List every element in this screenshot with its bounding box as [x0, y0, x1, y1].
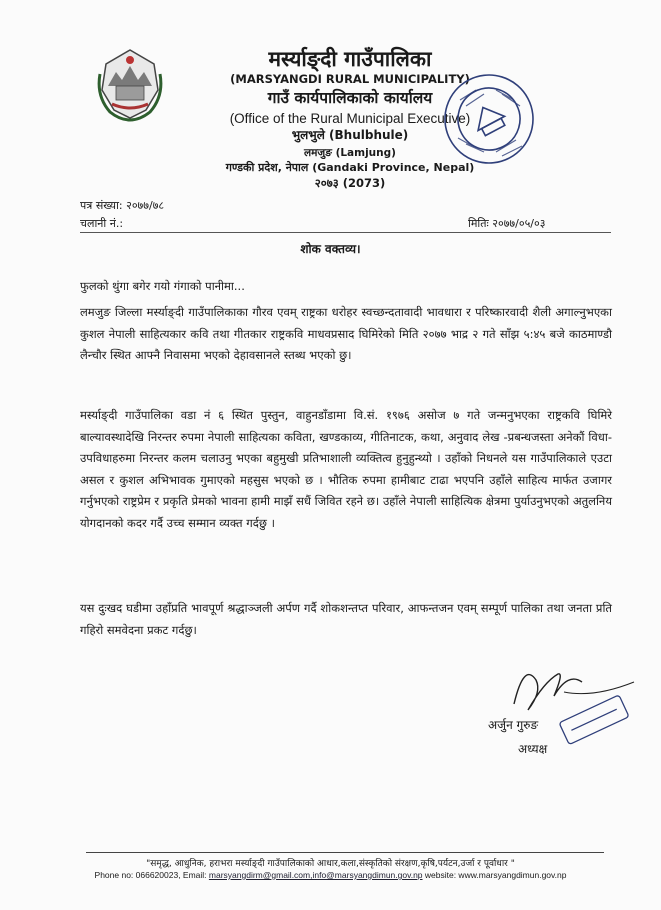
paragraph-3: यस दुःखद घडीमा उहाँप्रति भावपूर्ण श्रद्धाञ्जली अर्पण गर्दै शोकशन्तप्त परिवार, आफन्तजन एवम् सम्पूर्ण पालिका तथा जनता प्रति गहिरो समवेदना प्रकट गर्दछु।: [80, 601, 612, 637]
office-name: गाउँ कार्यपालिकाको कार्यालय: [267, 89, 433, 107]
municipality-emblem: [94, 46, 166, 122]
header-divider: [80, 232, 611, 233]
office-name-english: (Office of the Rural Municipal Executive): [229, 111, 471, 126]
footer-phone: Phone no: 066620023, Email:: [94, 870, 209, 880]
reference-number: पत्र संख्या: २०७७/७८: [80, 199, 165, 212]
letter-date: मितिः २०७७/०५/०३: [468, 217, 546, 230]
signatory-title: अध्यक्ष: [518, 742, 548, 756]
footer-contact: [0, 870, 661, 880]
signatory-name: अर्जुन गुरुङ: [488, 718, 539, 732]
signature-and-stamp: [484, 652, 644, 752]
statement-title: शोक वक्तव्य।: [300, 242, 361, 256]
office-location: भुलभुले (Bhulbhule): [291, 128, 409, 142]
dispatch-number: चलानी नं.:: [80, 217, 124, 230]
footer-email-link[interactable]: marsyangdirm@gmail.com,info@marsyangdimun.gov.np: [208, 870, 423, 880]
municipality-name: मर्स्याङ्दी गाउँपालिका: [268, 47, 432, 71]
footer-motto: "समृद्ध, आधुनिक, हराभरा मर्स्याङ्दी गाउँपालिकाको आधार,कला,संस्कृतिको संरक्षण,कृषि,पर्यटन,उर्जा र पूर्वाधार ": [146, 859, 515, 869]
footer-website: website: www.marsyangdimun.gov.np: [422, 870, 567, 880]
footer-divider: [86, 852, 604, 853]
office-district: लमजुङ (Lamjung): [304, 147, 396, 159]
municipality-name-english: (MARSYANGDI RURAL MUNICIPALITY): [230, 72, 470, 86]
established-year: २०७३ (2073): [314, 176, 386, 190]
office-province: गण्डकी प्रदेश, नेपाल (Gandaki Province, Nepal): [225, 161, 475, 174]
paragraph-2: मर्स्याङ्दी गाउँपालिका वडा नं ६ स्थित पुस्तुन, वाहुनडाँडामा वि.सं. १९७६ असोज ७ गते जन्मनुभएका राष्ट्रकवि घिमिरे बाल्यावस्थादेखि निरन्तर रुपमा नेपाली साहित्यका कविता, खण्डकाव्य, गीतिनाटक, कथा, अनुवाद लेख -प्रबन्धजस्ता अनेकौं विधा-उपविधाहरुमा निरन्तर कलम चलाउनु भएका बहुमुखी प्रतिभाशाली व्यक्तित्व हुनुहुन्थ्यो । उहाँको निधनले यस गाउँपालिकाले एउटा असल र कुशल अभिभावक गुमाएको महसुस भएको छ । भौतिक रुपमा हामीबाट टाढा भएपनि उहाँले साहित्य मार्फत उजागर गर्नुभएको राष्ट्रप्रेम र प्रकृति प्रेमको भावना हामी माझँ सधैं जिवित रहने छ। उहाँले नेपाली साहित्यिक क्षेत्रमा पुर्याउनुभएको अतुलनिय योगदानको कदर गर्दै उच्च सम्मान व्यक्त गर्दछु ।: [80, 408, 612, 530]
paragraph-1: लमजुङ जिल्ला मर्स्याङ्दी गाउँपालिकाका गौरव एवम् राष्ट्रका धरोहर स्वच्छन्दतावादी भावधारा र परिष्कारवादी शैली अगाल्नुभएका कुशल नेपाली साहित्यकार कवि तथा गीतकार राष्ट्रकवि माधवप्रसाद घिमिरेको मिति २०७७ भाद्र २ गते साँझ ५:४५ बजे काठमाण्डौ लैन्चौर स्थित आफ्नै निवासमा भएको देहावसानले स्तब्ध भएको छु।: [80, 305, 612, 362]
office-seal-stamp: [436, 66, 542, 172]
opening-line: फुलको थुंगा बगेर गयो गंगाको पानीमा...: [80, 279, 245, 293]
